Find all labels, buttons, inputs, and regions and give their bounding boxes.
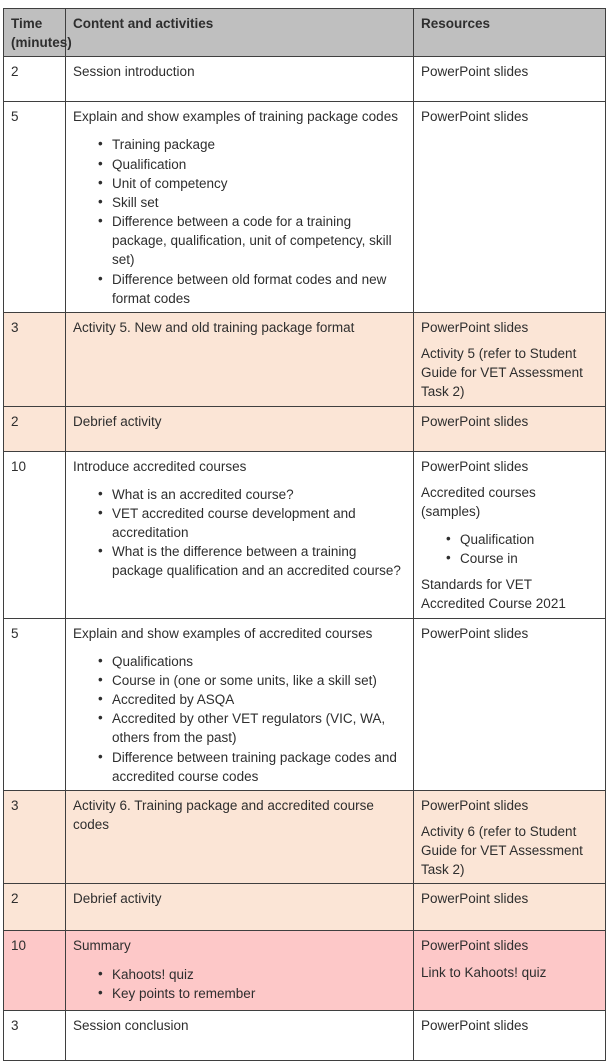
time-cell	[4, 1011, 66, 1061]
time-cell	[4, 884, 66, 931]
resources-cell	[414, 102, 606, 313]
resources-cell	[414, 1011, 606, 1061]
resource-item: PowerPoint slides	[421, 319, 529, 335]
content-lead: Session conclusion	[73, 1018, 189, 1034]
content-lead: Activity 5. New and old training package format	[73, 319, 355, 335]
resources-cell	[414, 790, 606, 884]
resource-item: Accredited courses (samples)	[421, 484, 536, 519]
bullet-item: • VET accredited course development and accreditation	[98, 504, 406, 542]
content-cell	[66, 1011, 414, 1061]
content-cell	[66, 790, 414, 884]
resource-item: PowerPoint slides	[421, 458, 529, 474]
resources-cell	[414, 884, 606, 931]
col-header-resources: Resources	[414, 9, 606, 57]
resource-item: PowerPoint slides	[421, 413, 529, 429]
bullet-item: • Difference between training package codes and accredited course codes	[98, 748, 406, 786]
content-cell	[66, 931, 414, 1011]
content-lead: Debrief activity	[73, 413, 162, 429]
time-cell	[4, 451, 66, 618]
content-bullet-list	[98, 135, 406, 307]
time-value: 2	[11, 413, 19, 429]
time-value: 2	[11, 891, 19, 907]
col-header-content: Content and activities	[66, 9, 414, 57]
table-row	[4, 451, 606, 618]
bullet-item: • Course in (one or some units, like a skill set)	[98, 671, 406, 690]
col-header-time: Time (minutes)	[4, 9, 66, 57]
content-bullet-list	[98, 652, 406, 786]
content-cell	[66, 312, 414, 406]
time-cell	[4, 102, 66, 313]
time-cell	[4, 618, 66, 790]
content-lead: Explain and show examples of accredited courses	[73, 625, 373, 641]
bullet-item: • Skill set	[98, 193, 406, 212]
bullet-item: • Unit of competency	[98, 174, 406, 193]
content-lead: Explain and show examples of training package codes	[73, 109, 398, 125]
resources-cell	[414, 312, 606, 406]
content-lead: Summary	[73, 938, 131, 954]
bullet-item: • Course in	[446, 549, 598, 568]
time-value: 3	[11, 319, 19, 335]
content-cell	[66, 57, 414, 102]
bullet-item: • What is the difference between a training package qualification and an accredited course?	[98, 542, 406, 580]
content-cell	[66, 102, 414, 313]
resources-cell	[414, 451, 606, 618]
bullet-item: • Accredited by other VET regulators (VIC, WA, others from the past)	[98, 709, 406, 747]
resource-item: PowerPoint slides	[421, 109, 529, 125]
resource-bullet-list	[446, 530, 598, 568]
resource-item: PowerPoint slides	[421, 797, 529, 813]
resources-cell	[414, 931, 606, 1011]
time-value: 5	[11, 625, 19, 641]
time-cell	[4, 406, 66, 451]
time-value: 3	[11, 1018, 19, 1034]
bullet-item: • Difference between a code for a training package, qualification, unit of competency, skill set)	[98, 212, 406, 269]
content-cell	[66, 406, 414, 451]
resources-cell	[414, 618, 606, 790]
bullet-item: • Difference between old format codes and new format codes	[98, 270, 406, 308]
table-row	[4, 406, 606, 451]
session-plan-table	[3, 8, 606, 1061]
time-value: 2	[11, 64, 19, 80]
table-row	[4, 884, 606, 931]
bullet-item: • Qualifications	[98, 652, 406, 671]
bullet-item: • Accredited by ASQA	[98, 690, 406, 709]
content-cell	[66, 618, 414, 790]
table-row	[4, 57, 606, 102]
bullet-item: • Qualification	[446, 530, 598, 549]
table-row	[4, 790, 606, 884]
resource-item: Activity 6 (refer to Student Guide for VET Assessment Task 2)	[421, 824, 583, 878]
resources-cell	[414, 57, 606, 102]
bullet-item: • Qualification	[98, 155, 406, 174]
bullet-item: • Kahoots! quiz	[98, 965, 406, 984]
table-row	[4, 1011, 606, 1061]
content-lead: Debrief activity	[73, 891, 162, 907]
resource-item: Standards for VET Accredited Course 2021	[421, 577, 566, 612]
content-bullet-list	[98, 485, 406, 581]
content-cell	[66, 884, 414, 931]
resource-item: PowerPoint slides	[421, 891, 529, 907]
resources-cell	[414, 406, 606, 451]
time-value: 10	[11, 938, 27, 954]
bullet-item: • What is an accredited course?	[98, 485, 406, 504]
resource-item: PowerPoint slides	[421, 625, 529, 641]
content-lead: Session introduction	[73, 64, 195, 80]
time-value: 10	[11, 458, 27, 474]
table-row	[4, 312, 606, 406]
table-row	[4, 102, 606, 313]
content-cell	[66, 451, 414, 618]
table-row	[4, 618, 606, 790]
table-row	[4, 931, 606, 1011]
content-lead: Introduce accredited courses	[73, 458, 247, 474]
resource-item: PowerPoint slides	[421, 64, 529, 80]
time-cell	[4, 312, 66, 406]
table-header-row	[4, 9, 606, 57]
bullet-item: • Training package	[98, 135, 406, 154]
content-lead: Activity 6. Training package and accredited course codes	[73, 797, 374, 832]
resource-item: Link to Kahoots! quiz	[421, 964, 547, 980]
resource-item: PowerPoint slides	[421, 1018, 529, 1034]
time-cell	[4, 790, 66, 884]
content-bullet-list	[98, 965, 406, 1003]
time-cell	[4, 57, 66, 102]
time-cell	[4, 931, 66, 1011]
time-value: 5	[11, 109, 19, 125]
session-table-body	[4, 57, 606, 1061]
time-value: 3	[11, 797, 19, 813]
bullet-item: • Key points to remember	[98, 984, 406, 1003]
resource-item: PowerPoint slides	[421, 938, 529, 954]
resource-item: Activity 5 (refer to Student Guide for VET Assessment Task 2)	[421, 346, 583, 400]
